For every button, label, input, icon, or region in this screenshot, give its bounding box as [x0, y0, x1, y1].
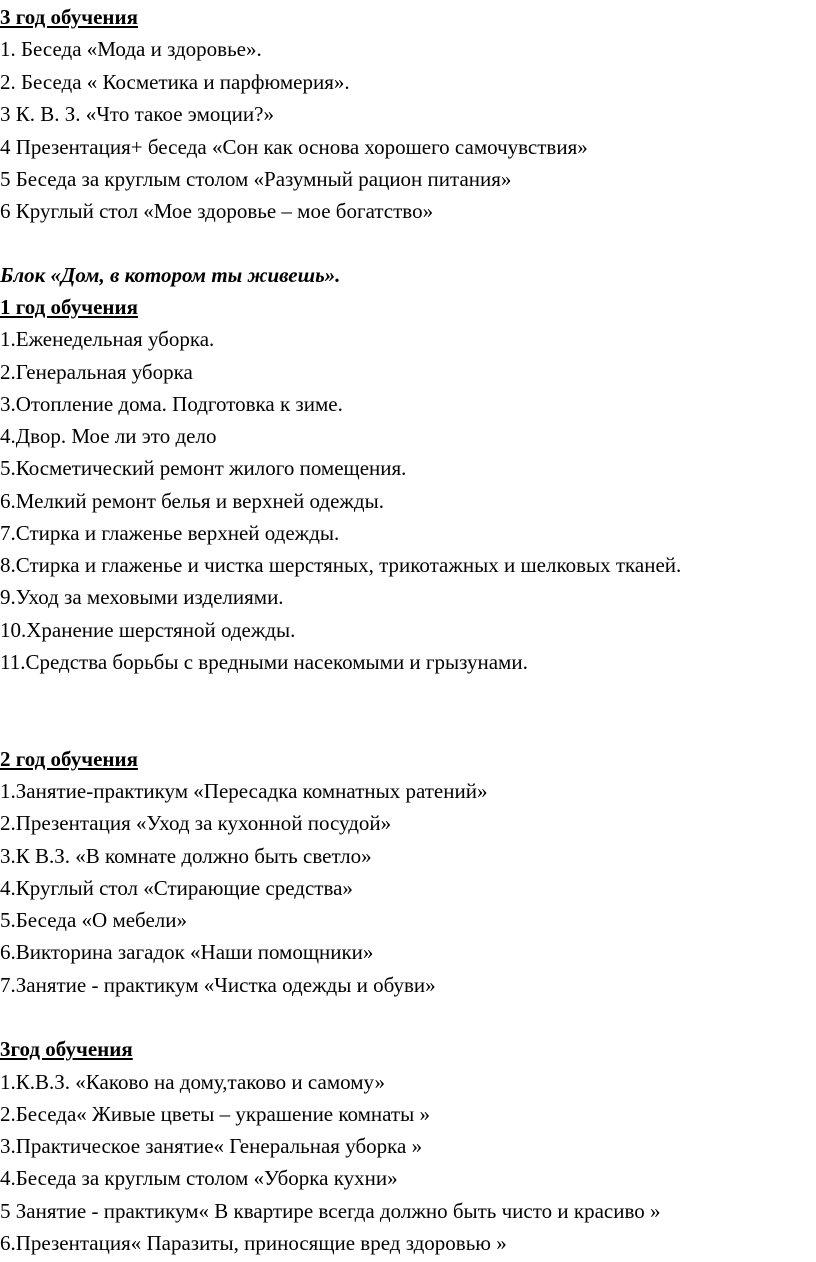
list-item: 4.Круглый стол «Стирающие средства» [0, 876, 353, 900]
list-item: 8.Стирка и глаженье и чистка шерстяных, трикотажных и шелковых тканей. [0, 553, 682, 577]
list-item: 5 Беседа за круглым столом «Разумный рацион питания» [0, 167, 512, 191]
list-item: 6.Презентация« Паразиты, приносящие вред здоровью » [0, 1231, 507, 1255]
list-item: 3.К В.З. «В комнате должно быть светло» [0, 844, 372, 868]
list-item: 2.Презентация «Уход за кухонной посудой» [0, 811, 392, 835]
list-item: 2.Беседа« Живые цветы – украшение комнаты » [0, 1102, 430, 1126]
section-heading-year3-health: 3 год обучения [0, 5, 138, 29]
list-item: 1. Беседа «Мода и здоровье». [0, 37, 262, 61]
list-item: 5 Занятие - практикум« В квартире всегда должно быть чисто и красиво » [0, 1199, 661, 1223]
list-item: 3 К. В. З. «Что такое эмоции?» [0, 102, 274, 126]
list-item: 10.Хранение шерстяной одежды. [0, 618, 296, 642]
list-item: 5.Косметический ремонт жилого помещения. [0, 456, 407, 480]
list-item: 11.Средства борьбы с вредными насекомыми и грызунами. [0, 650, 528, 674]
list-item: 2.Генеральная уборка [0, 360, 193, 384]
list-item: 4.Двор. Мое ли это дело [0, 424, 217, 448]
section-heading-year2: 2 год обучения [0, 747, 138, 771]
block-title: Блок «Дом, в котором ты живешь». [0, 263, 341, 287]
section-heading-year1: 1 год обучения [0, 295, 138, 319]
list-item: 5.Беседа «О мебели» [0, 908, 188, 932]
list-item: 3.Практическое занятие« Генеральная уборка » [0, 1134, 423, 1158]
list-item: 7.Занятие - практикум «Чистка одежды и обуви» [0, 973, 436, 997]
list-item: 2. Беседа « Косметика и парфюмерия». [0, 70, 350, 94]
list-item: 4 Презентация+ беседа «Сон как основа хорошего самочувствия» [0, 135, 588, 159]
list-item: 1.Еженедельная уборка. [0, 327, 215, 351]
list-item: 3.Отопление дома. Подготовка к зиме. [0, 392, 343, 416]
list-item: 9.Уход за меховыми изделиями. [0, 585, 284, 609]
list-item: 1.Занятие-практикум «Пересадка комнатных ратений» [0, 779, 488, 803]
list-item: 7.Стирка и глаженье верхней одежды. [0, 521, 340, 545]
list-item: 6 Круглый стол «Мое здоровье – мое богатство» [0, 199, 434, 223]
section-heading-year3-home: 3год обучения [0, 1037, 133, 1061]
list-item: 1.К.В.З. «Каково на дому,таково и самому» [0, 1070, 386, 1094]
list-item: 6.Викторина загадок «Наши помощники» [0, 940, 374, 964]
list-item: 6.Мелкий ремонт белья и верхней одежды. [0, 489, 384, 513]
list-item: 4.Беседа за круглым столом «Уборка кухни» [0, 1166, 398, 1190]
